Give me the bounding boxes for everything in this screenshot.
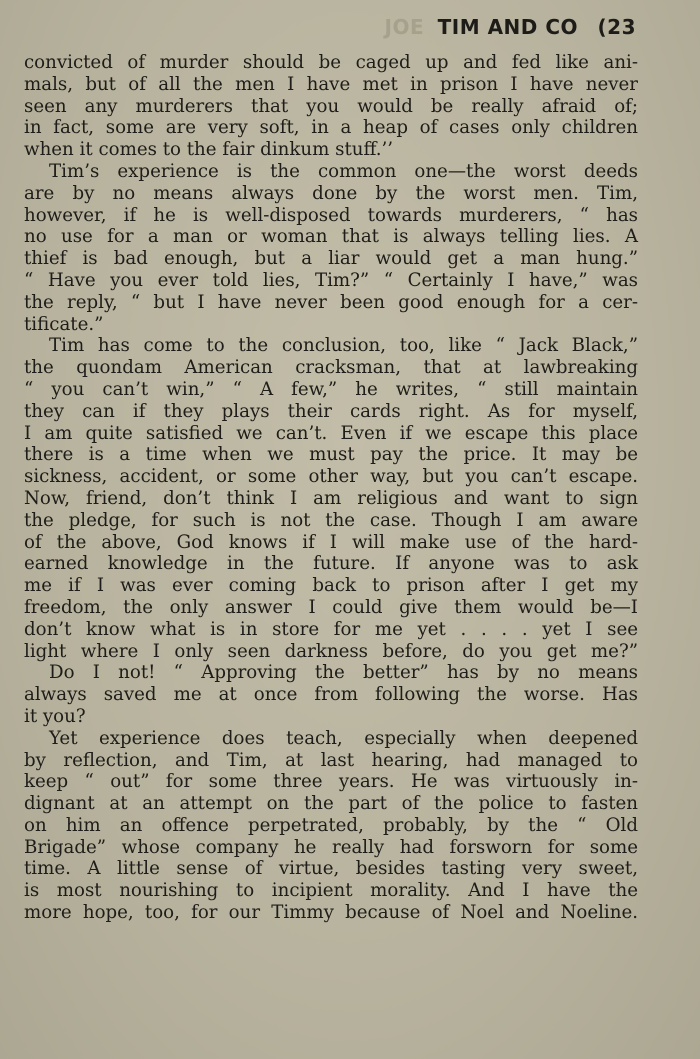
text-line: the pledge, for such is not the case. Though I am aware: [24, 509, 638, 531]
text-line: freedom, the only answer I could give them would be—I: [24, 596, 638, 618]
text-line: “ you can’t win,” “ A few,” he writes, “ still maintain: [24, 378, 638, 400]
running-title: TIM AND CO: [437, 15, 579, 39]
text-line: dignant at an attempt on the part of the police to fasten: [24, 793, 638, 815]
text-line: it you?: [24, 705, 86, 727]
text-line: no use for a man or woman that is always telling lies. A: [24, 226, 638, 248]
text-line: when it comes to the fair dinkum stuff.’’: [24, 139, 394, 161]
bleed-through-text: JOE: [384, 15, 425, 39]
text-line: keep “ out” for some three years. He was virtuously in-: [24, 771, 638, 793]
text-line: in fact, some are very soft, in a heap of cases only children: [24, 117, 638, 139]
text-line: light where I only seen darkness before, do you get me?”: [24, 640, 638, 662]
text-line: more hope, too, for our Timmy because of Noel and Noeline.: [24, 902, 638, 924]
text-line: always saved me at once from following the worse. Has: [24, 684, 638, 706]
text-line: Do I not! “ Approving the better” has by no means: [49, 662, 638, 684]
text-line: on him an offence perpetrated, probably, by the “ Old: [24, 814, 638, 836]
text-line: don’t know what is in store for me yet . . . . yet I see: [24, 618, 638, 640]
running-header: [385, 15, 636, 39]
text-line: me if I was ever coming back to prison after I get my: [24, 575, 638, 597]
text-line: I am quite satisfied we can’t. Even if we escape this place: [24, 422, 638, 444]
text-line: by reflection, and Tim, at last hearing, had managed to: [24, 749, 638, 771]
text-line: are by no means always done by the worst men. Tim,: [24, 182, 638, 204]
text-line: is most nourishing to incipient morality. And I have the: [24, 880, 638, 902]
text-line: the reply, “ but I have never been good enough for a cer-: [24, 291, 638, 313]
text-line: of the above, God knows if I will make use of the hard-: [24, 531, 638, 553]
text-line: earned knowledge in the future. If anyone was to ask: [24, 553, 638, 575]
page-number: (23: [597, 15, 636, 39]
text-line: Tim’s experience is the common one—the worst deeds: [49, 160, 638, 182]
text-line: however, if he is well-disposed towards murderers, “ has: [24, 204, 638, 226]
text-line: time. A little sense of virtue, besides tasting very sweet,: [24, 858, 638, 880]
text-line: convicted of murder should be caged up and fed like ani-: [24, 52, 638, 73]
text-line: seen any murderers that you would be really afraid of;: [24, 95, 638, 117]
text-line: they can if they plays their cards right. As for myself,: [24, 400, 638, 422]
body-text: [24, 52, 638, 924]
text-line: “ Have you ever told lies, Tim?” “ Certainly I have,” was: [24, 269, 638, 291]
text-line: Now, friend, don’t think I am religious and want to sign: [24, 487, 638, 509]
text-line: the quondam American cracksman, that at lawbreaking: [24, 357, 638, 379]
text-line: Tim has come to the conclusion, too, like “ Jack Black,”: [49, 335, 638, 357]
text-line: sickness, accident, or some other way, but you can’t escape.: [24, 466, 638, 488]
text-line: tificate.”: [24, 313, 104, 335]
text-line: mals, but of all the men I have met in prison I have never: [24, 73, 638, 95]
text-line: Yet experience does teach, especially when deepened: [49, 727, 638, 749]
text-line: Brigade” whose company he really had forsworn for some: [24, 836, 638, 858]
text-line: thief is bad enough, but a liar would get a man hung.”: [24, 248, 638, 270]
text-line: there is a time when we must pay the price. It may be: [24, 444, 638, 466]
